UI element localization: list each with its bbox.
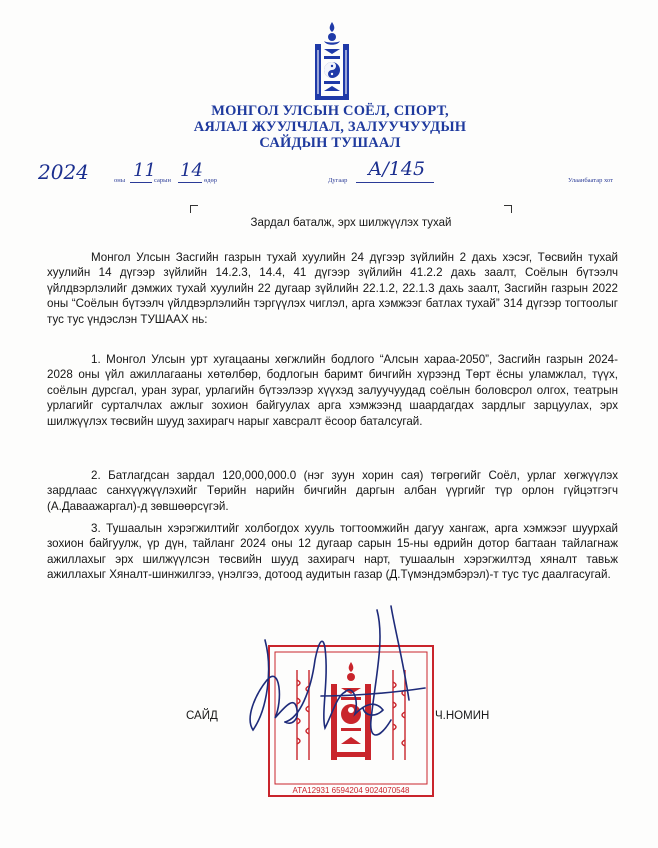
- org-line-3: САЙДЫН ТУШААЛ: [259, 135, 401, 151]
- date-month: 11: [133, 160, 156, 181]
- subject-corner-right: [504, 205, 512, 213]
- date-day: 14: [180, 160, 203, 181]
- year-suffix: оны: [114, 177, 126, 184]
- signatory-title: САЙД: [186, 710, 218, 722]
- document-number: А/145: [368, 158, 426, 180]
- month-suffix: сарын: [154, 177, 171, 184]
- subject-corner-left: [190, 205, 198, 213]
- month-underline: [130, 182, 152, 183]
- preamble-paragraph: [47, 250, 618, 327]
- item-2-paragraph: [47, 468, 618, 514]
- soyombo-emblem-icon: [311, 20, 353, 102]
- day-underline: [178, 182, 202, 183]
- stamp-code: АТА12931 6594204 9024070548: [292, 786, 410, 795]
- day-suffix: өдөр: [204, 177, 218, 184]
- subject-title: Зардал баталж, эрх шилжүүлэх тухай: [250, 217, 452, 229]
- item-2-text: 2. Батлагдсан зардал 120,000,000.0 (нэг зуун хорин сая) төгрөгийг Соёл, урлаг хөгжүүлэх зардлаас санхүүжүүлэхийг Төрийн нарийн бичгийн даргын албан үүргийг түр орлон гүйцэтгэгч (А.Даваажаргал)-д зөвшөөрсүгэй.: [47, 469, 618, 513]
- date-number-line: [0, 160, 658, 190]
- handwritten-signature: [225, 600, 435, 750]
- org-line-2: АЯЛАЛ ЖУУЛЧЛАЛ, ЗАЛУУЧУУДЫН: [193, 119, 467, 135]
- signatory-name: Ч.НОМИН: [435, 710, 490, 722]
- item-3-text: 3. Тушаалын хэрэгжилтийг холбогдох хууль тогтоомжийн дагуу хангаж, арга хэмжээг шуурхай зохион байгуулж, үр дүн, тайланг 2024 оны 12 дугаар сарын 15-ны өдрийн дотор багтаан тайлагнаж ажиллахыг эрх шилжүүлсэн төсвийн шууд захирагч нарт, тушаалын хэрэгжилтэд хяналт тавьж ажиллахыг Хяналт-шинжилгээ, үнэлгээ, дотоод аудитын газар (Д.Түмэндэмбэрэл)-т тус тус даалгасугай.: [47, 522, 618, 582]
- number-label: Дугаар: [328, 177, 348, 184]
- org-line-1: МОНГОЛ УЛСЫН СОЁЛ, СПОРТ,: [211, 103, 449, 119]
- item-1-paragraph: [47, 352, 618, 429]
- subject-block: [190, 205, 512, 227]
- item-1-text: 1. Монгол Улсын урт хугацааны хөгжлийн бодлого “Алсын хараа-2050”, Засгийн газрын 2024-2028 оны үйл ажиллагааны хөтөлбөр, бодлогын баримт бичгийн хүрээнд Төрт ёсны уламжлал, түүх, соёлын дурсгал, уран зураг, урлагийн бүтээлээр хүүхэд залуучуудад соёлын боловсрол олгох, театрын урлагийг сурталчлах ажлыг зохион байгуулах арга хэмжээнд шаардагдах зардлыг зарцуулах, эрх шилжүүлэх төсвийн шууд захирагч нарыг хавсралт ёсоор баталсугай.: [47, 353, 618, 428]
- preamble-text: Монгол Улсын Засгийн газрын тухай хуулийн 24 дүгээр зүйлийн 2 дахь хэсэг, Төсвийн тухай хуулийн 14 дүгээр зүйлийн 14.2.3, 14.4, 41 дүгээр зүйлийн 41.2.2 дахь заалт, Соёлын бүтээлч үйлдвэрлэлийг дэмжих тухай хуулийн 22 дугаар зүйлийн 22.1.2, 22.1.3 дахь заалт, Засгийн газрын 2022 оны “Соёлын бүтээлч үйлдвэрлэлийн тэргүүлэх чиглэл, арга хэмжээг батлах тухай” 314 дүгээр тогтоолыг тус тус үндэслэн ТУШААХ нь:: [47, 251, 618, 326]
- date-year: 2024: [38, 160, 89, 184]
- location: Улаанбаатар хот: [568, 177, 613, 184]
- organization-heading: [150, 103, 510, 151]
- item-3-paragraph: [47, 521, 618, 583]
- number-underline: [356, 182, 434, 183]
